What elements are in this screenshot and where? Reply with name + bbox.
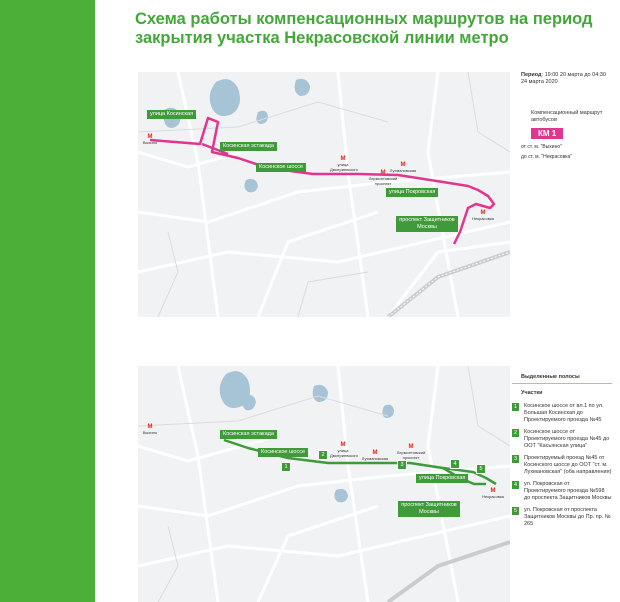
legend-bus-lanes <box>512 374 612 533</box>
street-label-zashchitnikov: проспект Защитников Москвы <box>398 501 460 517</box>
segment-text: Косинское шоссе от Проектируемого проезда №45 до ООТ "Касьянская улица" <box>524 429 610 449</box>
segment-item[interactable] <box>512 429 612 450</box>
segment-number: 2 <box>513 430 518 436</box>
station-lermontovsky: M Лермонтовский проспект <box>396 444 426 460</box>
lake <box>382 405 394 418</box>
page-title <box>135 10 605 48</box>
route-badge-km1[interactable]: КМ 1 <box>531 128 563 139</box>
street-label-kosinskoe-shosse: Косинское шоссе <box>258 448 308 457</box>
segment-text: Косинское шоссе от вл.1 по ул. Большая Косинская до Проектируемого проезда №45 <box>524 403 604 423</box>
segment-text: Проектируемый проезд №45 от Косинского шоссе до ООТ "ст. м. Лухмановская" (оба направления) <box>524 455 612 475</box>
map-base <box>138 366 510 602</box>
segment-marker-4[interactable]: 4 <box>450 459 460 469</box>
divider <box>512 383 612 384</box>
route-from: от ст. м. "Выхино" <box>521 144 562 150</box>
map-base <box>138 72 510 317</box>
station-vykhino: M Выхино <box>142 424 158 435</box>
street-label-pokrovskaya: улица Покровская <box>386 188 438 197</box>
legend-route <box>521 72 613 161</box>
lake <box>256 111 268 124</box>
segment-number: 3 <box>513 456 518 462</box>
segment-marker-5[interactable]: 5 <box>476 464 486 474</box>
segment-marker-1[interactable]: 1 <box>281 462 291 472</box>
segment-item[interactable] <box>512 481 612 502</box>
segment-text: ул. Покровская от проспекта Защитников Москвы до Пр. пр. № 265 <box>524 507 611 527</box>
station-vykhino: M Выхино <box>142 134 158 145</box>
segment-item[interactable] <box>512 455 612 476</box>
station-nekrasovka: M Некрасовка <box>482 488 504 499</box>
route-to: до ст. м. "Некрасовка" <box>521 154 573 160</box>
bus-lanes-map[interactable] <box>138 366 510 602</box>
street-label-zashchitnikov: проспект Защитников Москвы <box>396 216 458 232</box>
period: Период: 19:00 20 марта до 04:30 24 марта 2020 <box>521 72 606 85</box>
segment-number: 4 <box>513 482 518 488</box>
segment-number: 5 <box>513 508 518 514</box>
segment-number: 1 <box>513 404 518 410</box>
segment-item[interactable] <box>512 403 612 424</box>
station-dmitrievskogo: M улица Дмитриевского <box>330 442 358 458</box>
station-lermontovsky: M Лермонтовский проспект <box>368 170 398 186</box>
street-label-kosinskaya-estakada: Косинская эстакада <box>220 142 277 151</box>
segment-marker-2[interactable]: 2 <box>318 450 328 460</box>
left-green-bar <box>0 0 95 602</box>
station-lukhmanovskaya: M Лухмановская <box>361 450 389 461</box>
lake <box>295 79 310 96</box>
street-label-pokrovskaya: улица Покровская <box>416 474 468 483</box>
lake <box>242 395 256 410</box>
lake <box>210 79 240 116</box>
lanes-heading: Выделенные полосы <box>521 374 580 380</box>
route-map[interactable] <box>138 72 510 317</box>
title-line-2: закрытия участка Некрасовской линии метро <box>135 29 509 47</box>
street-label-kosinskaya: улица Косинская <box>147 110 196 119</box>
lake <box>334 489 348 503</box>
station-lukhmanovskaya: M Лухмановская <box>389 162 417 173</box>
lake <box>313 385 328 402</box>
segment-text: ул. Покровская от Проектируемого проезда №598 до проспекта Защитников Москвы <box>524 481 612 501</box>
sections-heading: Участки <box>521 390 543 396</box>
street-label-kosinskaya-estakada: Косинская эстакада <box>220 430 277 439</box>
lake <box>244 179 258 193</box>
segment-item[interactable] <box>512 507 612 528</box>
segment-list <box>512 403 612 528</box>
street-label-kosinskoe-shosse: Косинское шоссе <box>256 163 306 172</box>
station-dmitrievskogo: M улица Дмитриевского <box>330 156 358 172</box>
route-heading: Компенсационный маршрут автобусов <box>531 110 603 123</box>
title-line-1: Схема работы компенсационных маршрутов на период <box>135 10 593 28</box>
station-nekrasovka: M Некрасовка <box>472 210 494 221</box>
segment-marker-3[interactable]: 3 <box>397 460 407 470</box>
